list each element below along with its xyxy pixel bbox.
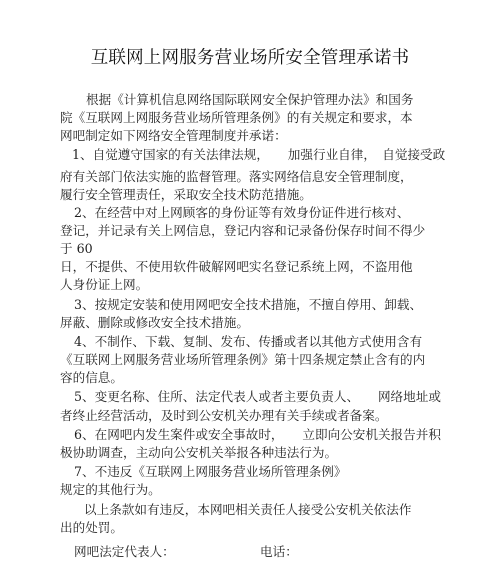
intro-line-1: 根据《计算机信息网络国际联网安全保护管理办法》和国务	[86, 92, 414, 107]
clause-4-line-3: 容的信息。	[60, 370, 123, 385]
clause-2-line-4: 日，不提供、不使用软件破解网吧实名登记系统上网，不盗用他	[60, 259, 413, 274]
clause-1-line-2: 府有关部门依法实施的监督管理。落实网络信息安全管理制度，	[60, 169, 413, 184]
clause-6-line-2: 极协助调查，主动向公安机关举报各种违法行为。	[60, 445, 338, 460]
clause-4-line-1: 4、不制作、下载、复制、发布、传播或者以其他方式使用含有	[74, 334, 423, 349]
phone-label: 电话：	[260, 544, 298, 559]
clause-1-line-1: 1、自觉遵守国家的有关法律法规， 加强行业自律， 自觉接受政	[72, 147, 446, 162]
legal-rep-label: 网吧法定代表人：	[74, 544, 175, 559]
clause-7-line-2: 规定的其他行为。	[60, 482, 161, 497]
clause-3-line-2: 屏蔽、删除或修改安全技术措施。	[60, 315, 249, 330]
clause-5-line-2: 者终止经营活动，及时到公安机关办理有关手续或者备案。	[60, 408, 388, 423]
clause-5-line-1: 5、变更名称、住所、法定代表人或者主要负责人、 网络地址或	[74, 389, 441, 404]
clause-4-line-2: 《互联网上网服务营业场所管理条例》第十四条规定禁止含有的内	[60, 352, 426, 367]
closing-line-2: 出的处罚。	[60, 520, 123, 535]
clause-2-line-3: 于 60	[60, 241, 93, 256]
clause-2-line-2: 登记，并记录有关上网信息，登记内容和记录备份保存时间不得少	[60, 223, 426, 238]
intro-line-3: 网吧制定如下网络安全管理制度并承诺：	[60, 128, 287, 143]
intro-line-2: 院《互联网上网服务营业场所管理条例》的有关规定和要求，本	[60, 110, 413, 125]
closing-line-1: 以上条款如有违反，本网吧相关责任人接受公安机关依法作	[84, 502, 412, 517]
document-title: 互联网上网服务营业场所安全管理承诺书	[90, 48, 410, 68]
clause-2-line-1: 2、在经营中对上网顾客的身份证等有效身份证件进行核对、	[74, 205, 410, 220]
clause-3-line-1: 3、按规定安装和使用网吧安全技术措施，不擅自停用、卸载、	[74, 297, 423, 312]
clause-7-line-1: 7、不违反《互联网上网服务营业场所管理条例》	[74, 464, 347, 479]
clause-2-line-5: 人身份证上网。	[60, 277, 149, 292]
clause-1-line-3: 履行安全管理责任，采取安全技术防范措施。	[60, 187, 312, 202]
clause-6-line-1: 6、在网吧内发生案件或安全事故时， 立即向公安机关报告并积	[74, 427, 441, 442]
